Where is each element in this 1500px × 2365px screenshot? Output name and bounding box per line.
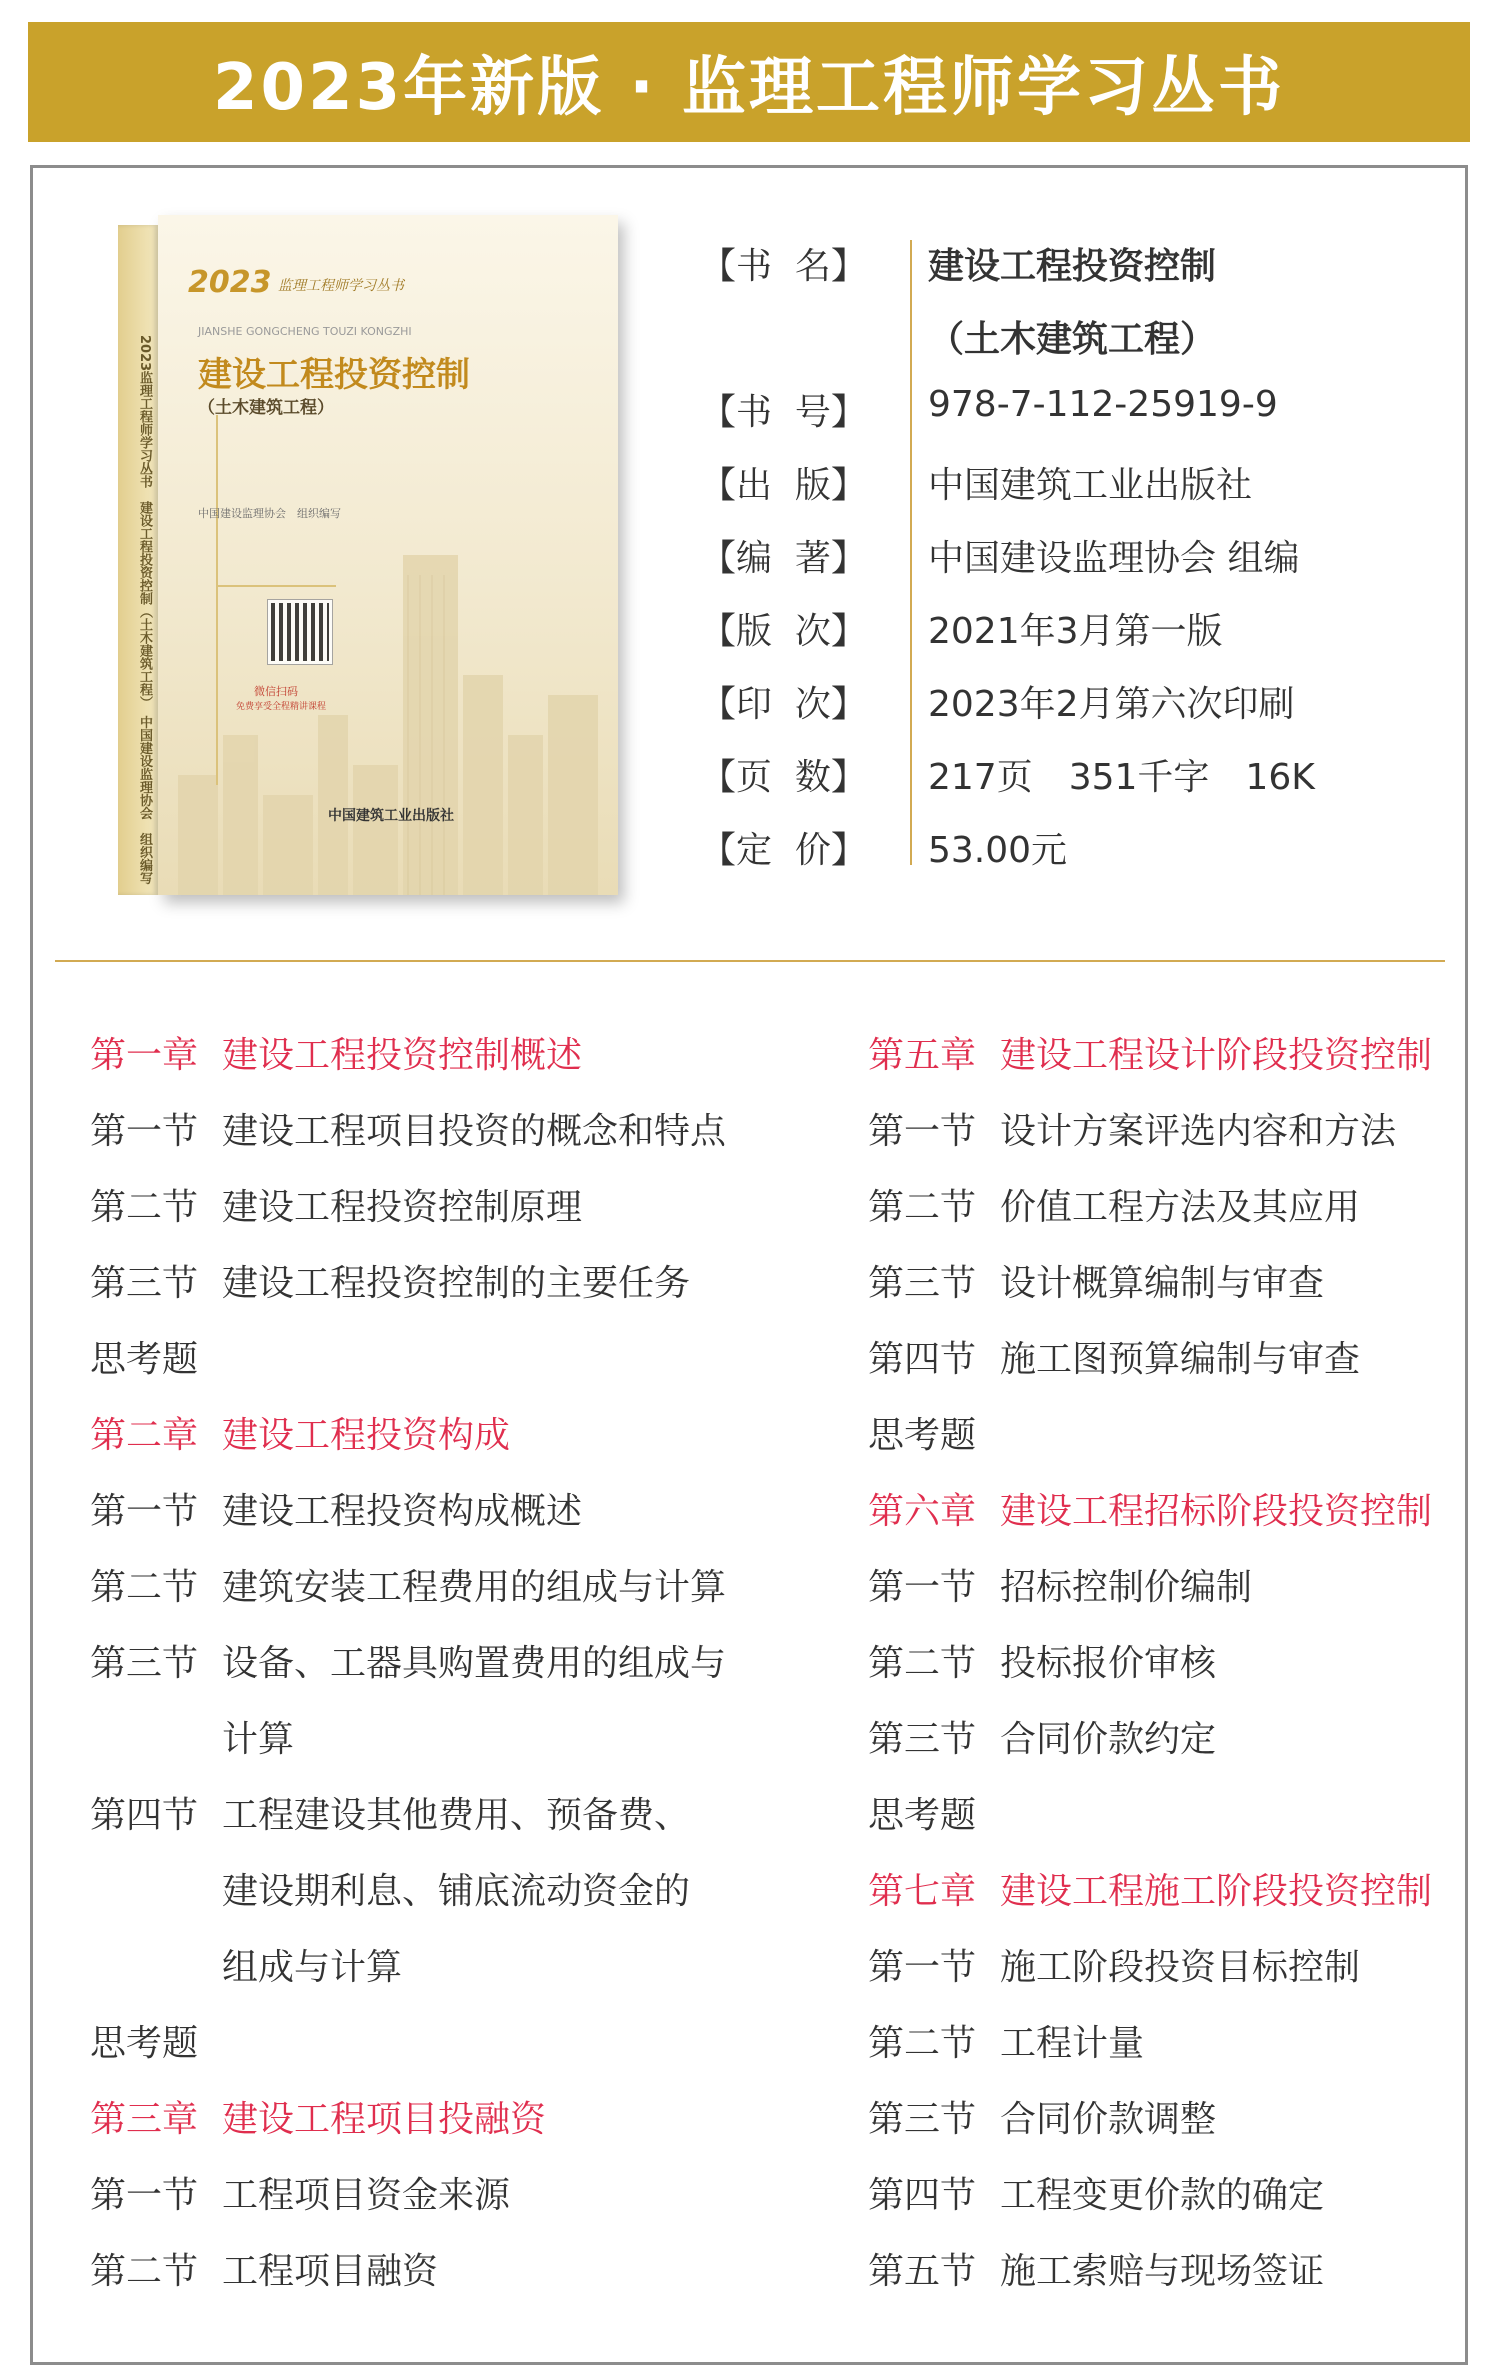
toc-continuation: 组成与计算 bbox=[222, 1947, 403, 1988]
info-value: 中国建筑工业出版社 bbox=[928, 465, 1253, 506]
toc-text: 建设工程项目投资的概念和特点 bbox=[222, 1111, 727, 1152]
info-row bbox=[700, 457, 1460, 517]
info-row bbox=[700, 822, 1460, 882]
info-label: 【出 版】 bbox=[700, 465, 867, 506]
toc-questions bbox=[90, 2006, 198, 2082]
cover-decor-line bbox=[216, 415, 218, 785]
toc-text: 工程变更价款的确定 bbox=[1000, 2175, 1325, 2216]
toc-text: 建设工程投资控制的主要任务 bbox=[222, 1263, 691, 1304]
toc-section bbox=[90, 2158, 510, 2234]
toc-text: 建设工程投资构成概述 bbox=[222, 1491, 583, 1532]
toc-text: 施工图预算编制与审查 bbox=[1000, 1339, 1361, 1380]
info-value: 217页 351千字 16K bbox=[928, 757, 1315, 798]
toc-label: 第五节 bbox=[868, 2251, 977, 2292]
toc-text: 建设工程投资控制原理 bbox=[222, 1187, 583, 1228]
toc-text: 建设工程招标阶段投资控制 bbox=[1000, 1491, 1433, 1532]
toc-label: 第一节 bbox=[90, 1491, 199, 1532]
toc-text: 建设工程施工阶段投资控制 bbox=[1000, 1871, 1433, 1912]
toc-section bbox=[90, 1246, 690, 1322]
toc-section bbox=[90, 1474, 582, 1550]
toc-text: 工程项目融资 bbox=[222, 2251, 439, 2292]
toc-text: 建设工程投资控制概述 bbox=[222, 1035, 583, 1076]
toc-chapter bbox=[868, 1854, 1432, 1930]
toc-section bbox=[868, 1170, 1360, 1246]
toc-label: 第五章 bbox=[868, 1035, 977, 1076]
cover-org: 中国建设监理协会 组织编写 bbox=[198, 507, 341, 520]
spine-text: 2023监理工程师学习丛书 建设工程投资控制（土木建筑工程） 中国建设监理协会 组织编写 bbox=[137, 335, 152, 885]
cover-series-year: 2023 bbox=[188, 265, 272, 300]
info-label: 【书 名】 bbox=[700, 246, 867, 287]
toc-label: 第四节 bbox=[90, 1795, 199, 1836]
toc-section bbox=[90, 1626, 726, 1702]
cover-pinyin: JIANSHE GONGCHENG TOUZI KONGZHI bbox=[198, 325, 412, 338]
toc-label: 第三节 bbox=[90, 1263, 199, 1304]
toc-chapter bbox=[868, 1474, 1432, 1550]
toc-section bbox=[868, 2006, 1144, 2082]
info-label: 【印 次】 bbox=[700, 684, 867, 725]
toc-text: 合同价款调整 bbox=[1000, 2099, 1217, 2140]
toc-questions bbox=[868, 1778, 976, 1854]
toc-label: 第四节 bbox=[868, 1339, 977, 1380]
toc-section bbox=[868, 2158, 1324, 2234]
info-label: 【页 数】 bbox=[700, 757, 867, 798]
toc-text: 建设工程项目投融资 bbox=[222, 2099, 547, 2140]
toc-label: 第二章 bbox=[90, 1415, 199, 1456]
toc-label: 第三章 bbox=[90, 2099, 199, 2140]
info-value: 建设工程投资控制 bbox=[928, 246, 1217, 287]
toc-text: 价值工程方法及其应用 bbox=[1000, 1187, 1361, 1228]
info-row bbox=[700, 384, 1460, 444]
toc-label: 第三节 bbox=[90, 1643, 199, 1684]
toc-text: 思考题 bbox=[90, 1339, 199, 1380]
toc-label: 第一节 bbox=[868, 1947, 977, 1988]
toc-label: 第二节 bbox=[868, 2023, 977, 2064]
info-row bbox=[700, 603, 1460, 663]
info-row bbox=[700, 749, 1460, 809]
cover-title: 建设工程投资控制 bbox=[198, 355, 470, 395]
info-label: 【编 著】 bbox=[700, 538, 867, 579]
toc-text: 思考题 bbox=[90, 2023, 199, 2064]
toc-label: 第一节 bbox=[868, 1111, 977, 1152]
info-value: 中国建设监理协会 组编 bbox=[928, 538, 1300, 579]
toc-questions bbox=[868, 1398, 976, 1474]
toc-section bbox=[90, 2234, 438, 2310]
toc-text: 工程计量 bbox=[1000, 2023, 1145, 2064]
toc-label: 第二节 bbox=[868, 1643, 977, 1684]
toc-text: 思考题 bbox=[868, 1415, 977, 1456]
toc-section bbox=[90, 1778, 690, 1854]
toc-text: 设备、工器具购置费用的组成与 bbox=[222, 1643, 727, 1684]
toc-label: 第二节 bbox=[90, 1187, 199, 1228]
toc-label: 第二节 bbox=[90, 1567, 199, 1608]
toc-section bbox=[90, 1094, 726, 1170]
cover-series-name: 监理工程师学习丛书 bbox=[278, 278, 404, 294]
info-value: 2021年3月第一版 bbox=[928, 611, 1223, 652]
toc-section bbox=[90, 1170, 582, 1246]
toc-section bbox=[868, 1094, 1396, 1170]
toc-label: 第一节 bbox=[90, 1111, 199, 1152]
toc-text: 工程项目资金来源 bbox=[222, 2175, 511, 2216]
toc-label: 第三节 bbox=[868, 1263, 977, 1304]
qr-label: 微信扫码 bbox=[254, 685, 298, 698]
toc-text: 建设工程投资构成 bbox=[222, 1415, 511, 1456]
toc-text: 施工阶段投资目标控制 bbox=[1000, 1947, 1361, 1988]
toc-section bbox=[868, 1550, 1252, 1626]
info-row bbox=[700, 311, 1460, 371]
toc-chapter bbox=[868, 1018, 1432, 1094]
toc-section bbox=[90, 1550, 726, 1626]
toc-section bbox=[868, 1246, 1324, 1322]
toc-section bbox=[868, 2082, 1216, 2158]
toc-text: 施工索赔与现场签证 bbox=[1000, 2251, 1325, 2292]
cover-decor-line bbox=[216, 585, 336, 587]
toc-text: 设计方案评选内容和方法 bbox=[1000, 1111, 1397, 1152]
toc-label: 第二节 bbox=[90, 2251, 199, 2292]
cover-subtitle: （土木建筑工程） bbox=[198, 398, 334, 418]
toc-label: 第一节 bbox=[868, 1567, 977, 1608]
toc-label: 第七章 bbox=[868, 1871, 977, 1912]
toc-text: 合同价款约定 bbox=[1000, 1719, 1217, 1760]
toc-text: 思考题 bbox=[868, 1795, 977, 1836]
info-label: 【定 价】 bbox=[700, 830, 867, 871]
toc-label: 第一节 bbox=[90, 2175, 199, 2216]
toc-questions bbox=[90, 1322, 198, 1398]
toc-continuation: 计算 bbox=[222, 1719, 295, 1760]
qr-sublabel: 免费享受全程精讲课程 bbox=[236, 702, 327, 712]
toc-section bbox=[868, 1702, 1216, 1778]
book-cover-image bbox=[118, 215, 618, 895]
info-value: 978-7-112-25919-9 bbox=[928, 384, 1278, 425]
toc-text: 建设工程设计阶段投资控制 bbox=[1000, 1035, 1433, 1076]
info-row bbox=[700, 530, 1460, 590]
toc-text: 招标控制价编制 bbox=[1000, 1567, 1253, 1608]
toc-chapter bbox=[90, 1398, 510, 1474]
book-front-cover bbox=[158, 215, 618, 895]
info-value: 2023年2月第六次印刷 bbox=[928, 684, 1295, 725]
city-skyline-image bbox=[158, 475, 618, 895]
series-banner: 2023年新版 · 监理工程师学习丛书 bbox=[28, 22, 1470, 142]
info-label: 【书 号】 bbox=[700, 392, 867, 433]
info-row bbox=[700, 676, 1460, 736]
toc-label: 第二节 bbox=[868, 1187, 977, 1228]
qr-code-icon bbox=[268, 600, 332, 664]
toc-text: 投标报价审核 bbox=[1000, 1643, 1217, 1684]
toc-label: 第六章 bbox=[868, 1491, 977, 1532]
toc-label: 第一章 bbox=[90, 1035, 199, 1076]
toc-continuation: 建设期利息、铺底流动资金的 bbox=[222, 1871, 691, 1912]
info-row bbox=[700, 238, 1460, 298]
info-value: 53.00元 bbox=[928, 830, 1068, 871]
toc-chapter bbox=[90, 2082, 546, 2158]
book-spine bbox=[118, 225, 158, 895]
toc-section bbox=[868, 1322, 1360, 1398]
toc-label: 第三节 bbox=[868, 2099, 977, 2140]
toc-label: 第三节 bbox=[868, 1719, 977, 1760]
toc-chapter bbox=[90, 1018, 582, 1094]
info-label: 【版 次】 bbox=[700, 611, 867, 652]
toc-section bbox=[868, 1930, 1360, 2006]
toc-text: 工程建设其他费用、预备费、 bbox=[222, 1795, 691, 1836]
toc-section bbox=[868, 2234, 1324, 2310]
cover-publisher: 中国建筑工业出版社 bbox=[328, 808, 454, 824]
toc-label: 第四节 bbox=[868, 2175, 977, 2216]
toc-text: 设计概算编制与审查 bbox=[1000, 1263, 1325, 1304]
section-divider bbox=[55, 960, 1445, 962]
info-value: （土木建筑工程） bbox=[928, 319, 1217, 360]
toc-text: 建筑安装工程费用的组成与计算 bbox=[222, 1567, 727, 1608]
toc-section bbox=[868, 1626, 1216, 1702]
